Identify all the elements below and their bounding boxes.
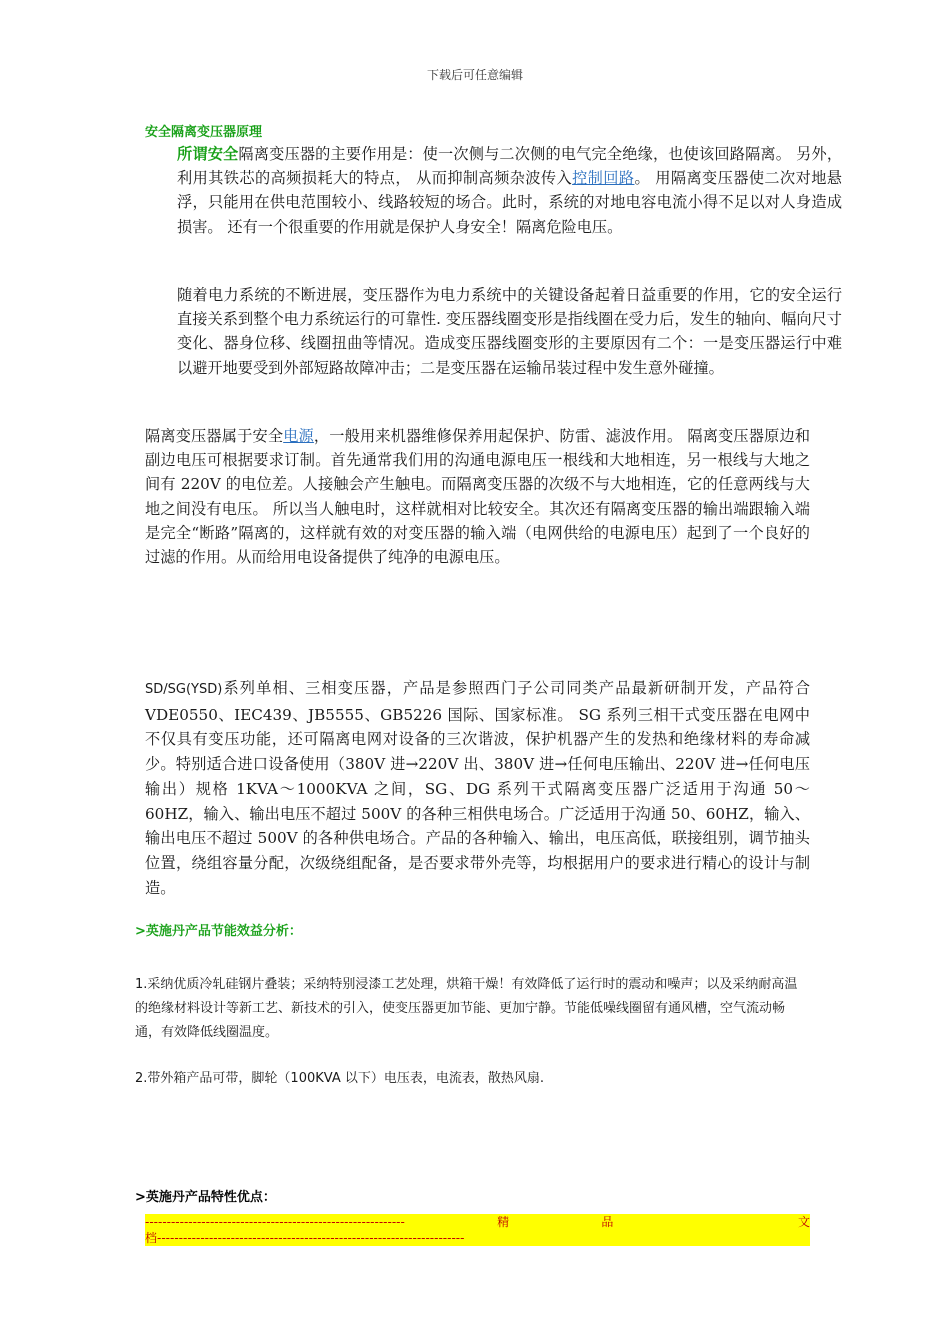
power-supply-link[interactable]: 电源 [283, 427, 314, 445]
paragraph-4 [145, 676, 810, 900]
footer-row-1 [145, 1214, 810, 1230]
list-item-2-number: 2. [135, 1071, 148, 1086]
footer-word-2: 品 [601, 1215, 614, 1229]
list-item-2 [135, 1067, 810, 1091]
paragraph-1-lead: 所谓安全 [177, 145, 239, 163]
paragraph-1 [145, 142, 842, 239]
footer-banner [145, 1214, 810, 1246]
document-title: 安全隔离变压器原理 [145, 125, 263, 140]
control-circuit-link[interactable]: 控制回路 [572, 169, 635, 188]
list-item-2-capacity: 100KVA [290, 1071, 341, 1086]
features-heading: >英施丹产品特性优点： [135, 1190, 276, 1205]
list-item-1-text: 采纳优质冷轧硅钢片叠装；采纳特别浸漆工艺处理，烘箱干燥！有效降低了运行时的震动和噪声；以及采纳耐高温的绝缘材料设计等新工艺、新技术的引入，使变压器更加节能、更加宁静。节能低噪线圈留有通风槽，空气流动畅通，有效降低线圈温度。 [135, 977, 798, 1040]
list-item-2-text-a: 带外箱产品可带，脚轮（ [147, 1071, 291, 1086]
list-item-2-text-b: 以下）电压表，电流表，散热风扇. [340, 1071, 544, 1086]
footer-dashes-b: ----------------------------------------------------------------------- [157, 1231, 465, 1245]
page-header: 下载后可任意编辑 [426, 68, 523, 82]
paragraph-1-text-b: 。 用隔离变压器使二次对地悬浮，只能用在供电范围较小、线路较短的场合。此时，系统的对地电容电流小得不足以对人身造成损害。 还有一个很重要的作用就是保护人身安全！隔离危险电压。 [177, 169, 842, 236]
paragraph-1-text-a: 隔离变压器的主要作用是：使一次侧与二次侧的电气完全绝缘，也使该回路隔离。 另外， 利用其铁芯的高频损耗大的特点， 从而抑制高频杂波传入 [177, 145, 843, 188]
list-item-1-number: 1. [135, 977, 148, 992]
paragraph-3 [145, 424, 810, 569]
paragraph-2: 随着电力系统的不断进展，变压器作为电力系统中的关键设备起着日益重要的作用，它的安全运行直接关系到整个电力系统运行的可靠性. 变压器线圈变形是指线圈在受力后，发生的轴向、幅向尺寸变化、器身位移、线圈扭曲等情况。造成变压器线圈变形的主要原因有二个：一是变压器运行中难以避开地要受到外部短路故障冲击；二是变压器在运输吊装过程中发生意外碰撞。 [177, 286, 842, 377]
footer-row-2 [145, 1230, 810, 1246]
footer-word-3: 文 [797, 1215, 810, 1229]
energy-saving-heading: >英施丹产品节能效益分析： [135, 924, 302, 939]
list-item-1 [135, 973, 810, 1045]
paragraph-3-text-a: 隔离变压器属于安全 [145, 427, 284, 445]
footer-dashes-a: ------------------------------------------------------------ [145, 1215, 405, 1229]
paragraph-4-text: 系列单相、三相变压器，产品是参照西门子公司同类产品最新研制开发，产品符合 VDE0550、IEC439、JB5555、GB5226 国际、国家标准。 SG 系列三相干式变压器在电网中不仅具有变压功能，还可隔离电网对设备的三次谐波，保护机器产生的发热和绝缘材料的寿命减少。特别适合进口设备使用（380V 进→220V 出、380V 进→任何电压输出、220V 进→任何电压输出）规格 1KVA～1000KVA 之间，SG、DG 系列干式隔离变压器广泛适用于沟通 50～60HZ，输入、输出电压不超过 500V 的各种三相供电场合。广泛适用于沟通 50、60HZ，输入、输出电压不超过 500V 的各种供电场合。产品的各种输入、输出，电压高低，联接组别，调节抽头位置，绕组容量分配，次级绕组配备，是否要求带外壳等，均根据用户的要求进行精心的设计与制造。 [145, 679, 810, 897]
footer-word-4: 档 [145, 1231, 158, 1245]
paragraph-4-lead: SD/SG(YSD) [145, 682, 223, 697]
footer-word-1: 精 [497, 1215, 510, 1229]
paragraph-3-text-b: ，一般用来机器维修保养用起保护、防雷、滤波作用。 隔离变压器原边和副边电压可根据要求订制。首先通常我们用的沟通电源电压一根线和大地相连，另一根线与大地之间有 220V 的电位差。人接触会产生触电。而隔离变压器的次级不与大地相连，它的任意两线与大地之间没有电压。 所以当人触电时，这样就相对比较安全。其次还有隔离变压器的输出端跟输入端是完全“断路”隔离的，这样就有效的对变压器的输入端（电网供给的电源电压）起到了一个良好的过滤的作用。从而给用电设备提供了纯净的电源电压。 [145, 427, 811, 567]
